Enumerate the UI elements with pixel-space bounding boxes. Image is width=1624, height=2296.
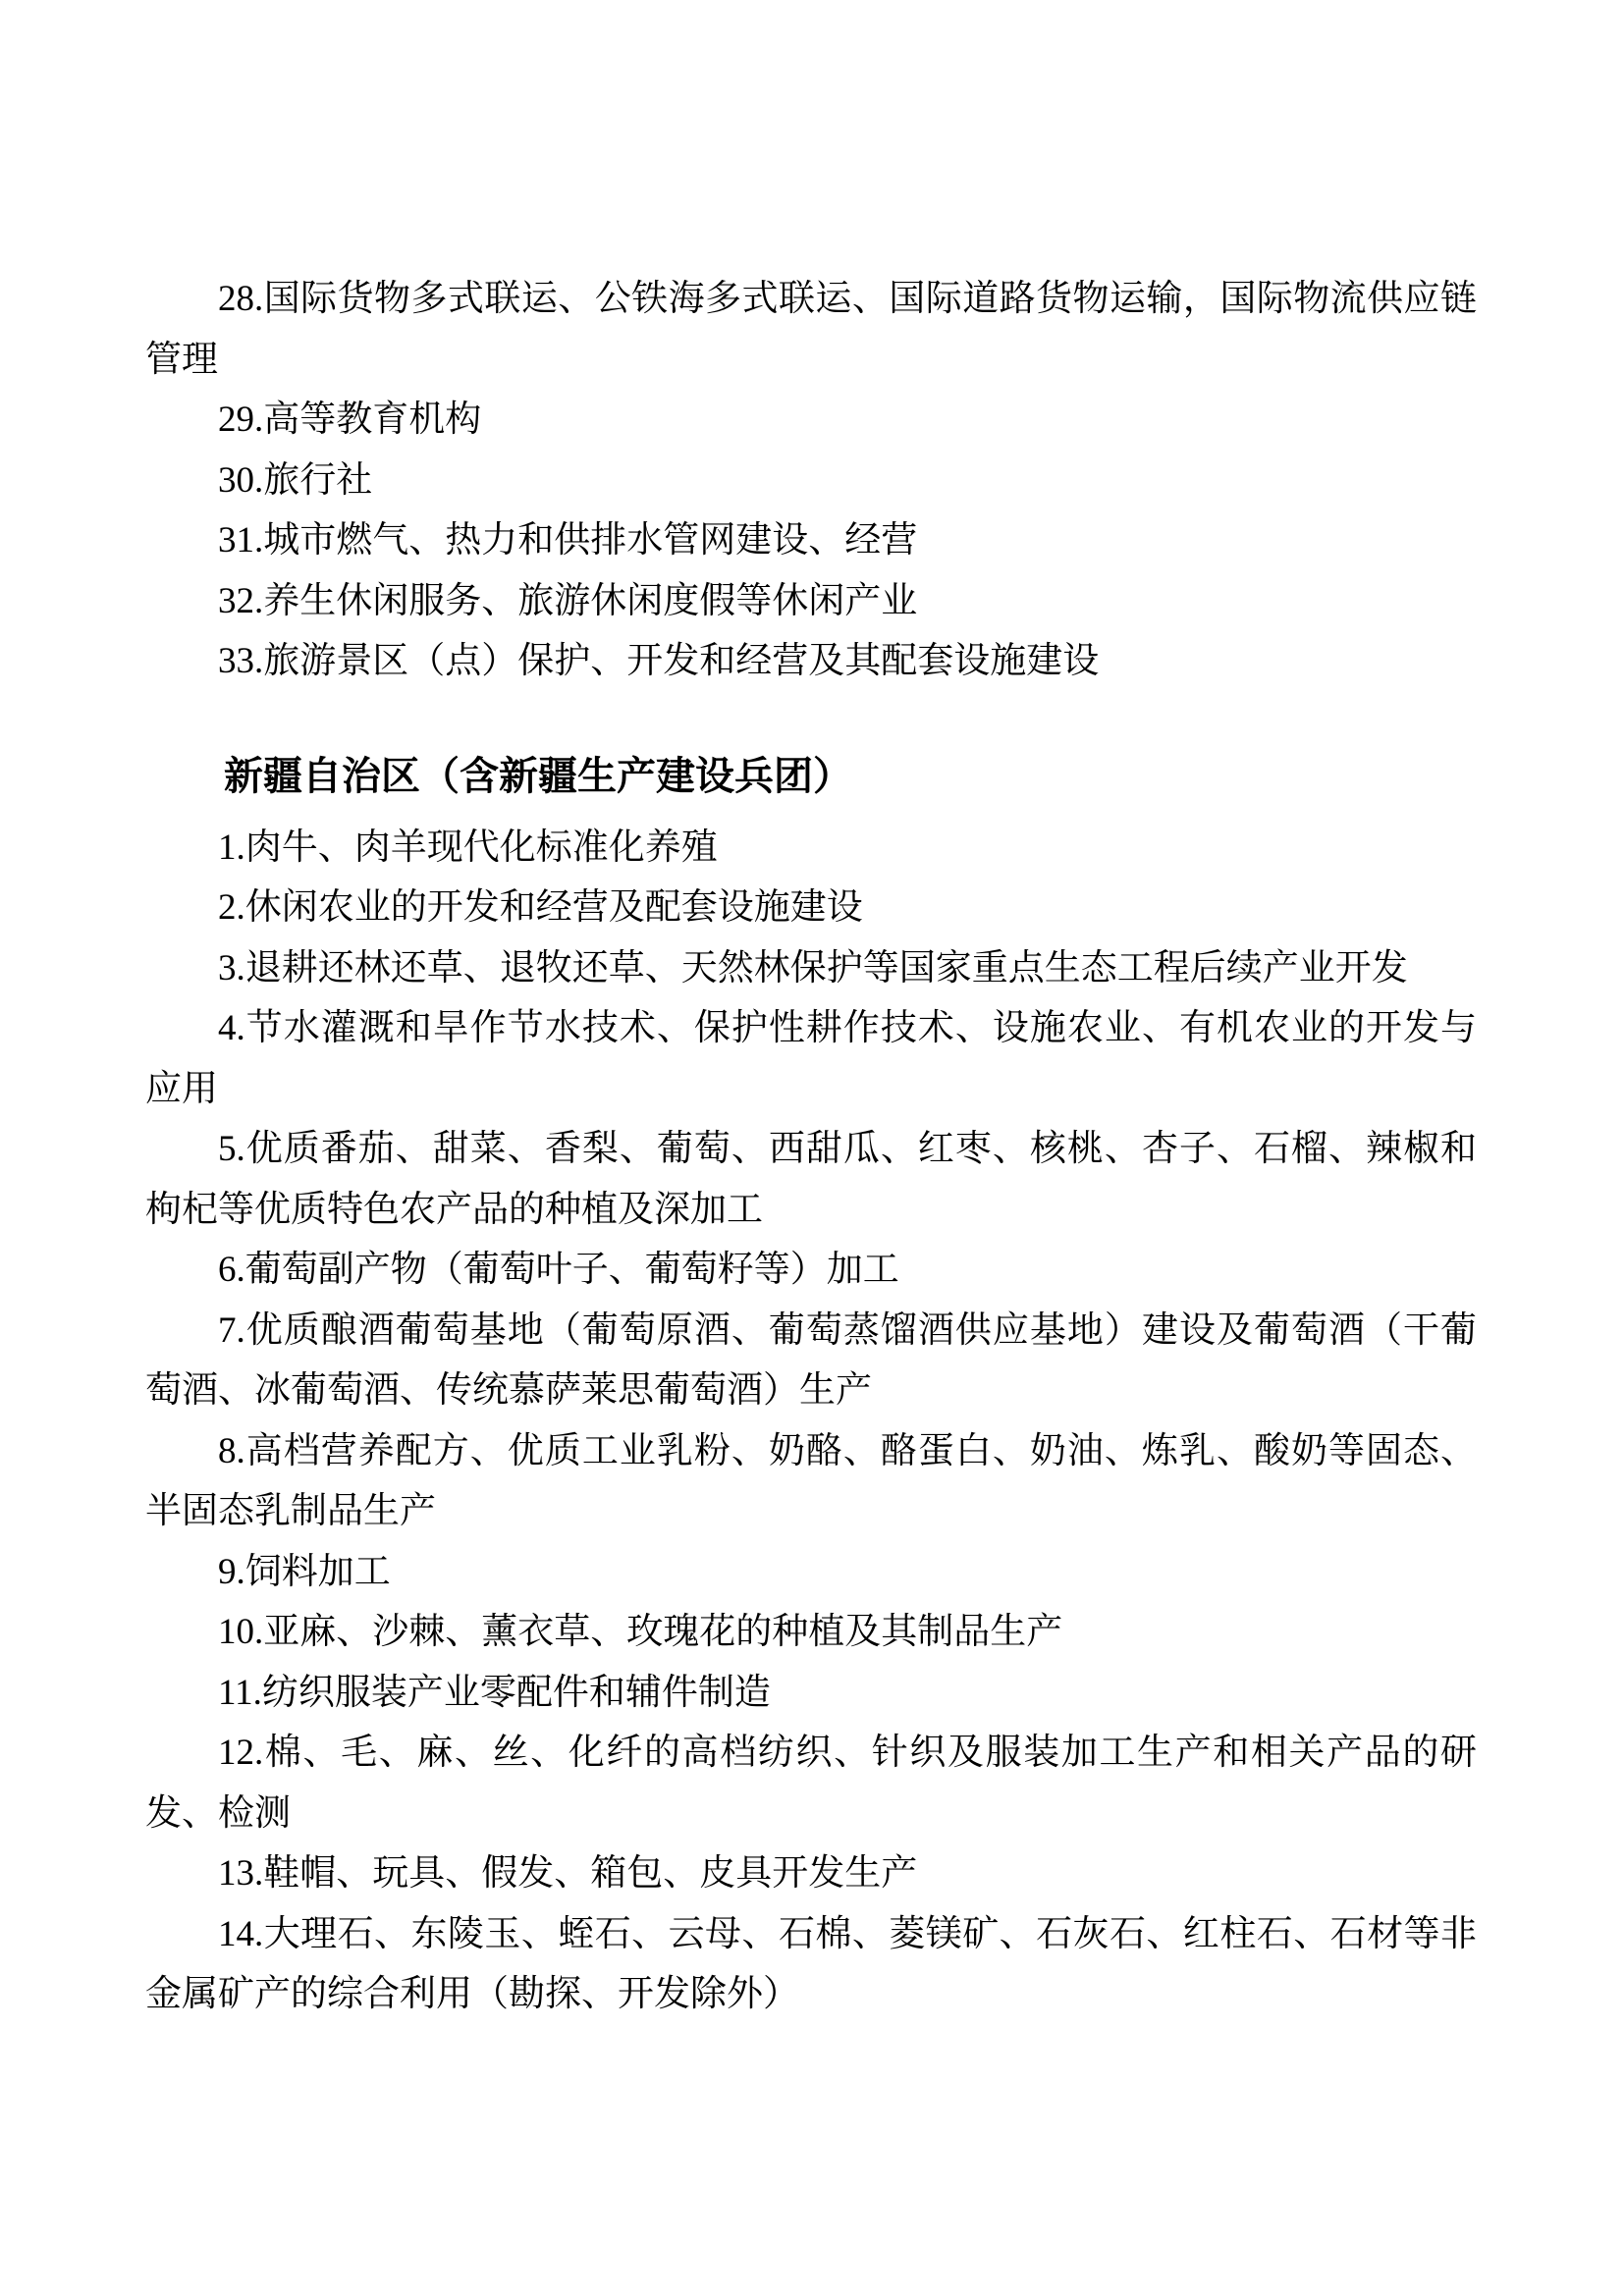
list-item: 14.大理石、东陵玉、蛭石、云母、石棉、菱镁矿、石灰石、红柱石、石材等非金属矿产的综合利用（勘探、开发除外）: [145, 1913, 1477, 2014]
list-item: 5.优质番茄、甜菜、香梨、葡萄、西甜瓜、红枣、核桃、杏子、石榴、辣椒和枸杞等优质特色农产品的种植及深加工: [145, 1129, 1477, 1230]
document-body: [145, 269, 1477, 2025]
list-item: 9.饲料加工: [218, 1551, 391, 1592]
list-item: 8.高档营养配方、优质工业乳粉、奶酪、酪蛋白、奶油、炼乳、酸奶等固态、半固态乳制品生产: [145, 1430, 1477, 1531]
section-heading: 新疆自治区（含新疆生产建设兵团）: [224, 754, 852, 798]
list-item: 6.葡萄副产物（葡萄叶子、葡萄籽等）加工: [218, 1250, 899, 1290]
list-item: 32.养生休闲服务、旅游休闲度假等休闲产业: [218, 580, 918, 621]
list-item: 10.亚麻、沙棘、薰衣草、玫瑰花的种植及其制品生产: [218, 1612, 1063, 1652]
list-item: 11.纺织服装产业零配件和辅件制造: [218, 1672, 771, 1713]
list-item: 31.城市燃气、热力和供排水管网建设、经营: [218, 520, 918, 561]
list-item: 3.退耕还林还草、退牧还草、天然林保护等国家重点生态工程后续产业开发: [218, 947, 1408, 988]
list-item: 33.旅游景区（点）保护、开发和经营及其配套设施建设: [218, 641, 1100, 681]
list-item: 30.旅行社: [218, 459, 373, 501]
list-item: 29.高等教育机构: [218, 400, 482, 440]
list-item: 7.优质酿酒葡萄基地（葡萄原酒、葡萄蒸馏酒供应基地）建设及葡萄酒（干葡萄酒、冰葡萄酒、传统慕萨莱思葡萄酒）生产: [145, 1309, 1477, 1411]
list-item: 4.节水灌溉和旱作节水技术、保护性耕作技术、设施农业、有机农业的开发与应用: [145, 1008, 1477, 1109]
list-item: 2.休闲农业的开发和经营及配套设施建设: [218, 887, 863, 928]
list-item: 28.国际货物多式联运、公铁海多式联运、国际道路货物运输，国际物流供应链管理: [145, 279, 1477, 380]
list-item: 13.鞋帽、玩具、假发、箱包、皮具开发生产: [218, 1853, 918, 1894]
list-item: 12.棉、毛、麻、丝、化纤的高档纺织、针织及服装加工生产和相关产品的研发、检测: [145, 1733, 1477, 1834]
list-item: 1.肉牛、肉羊现代化标准化养殖: [218, 827, 718, 868]
